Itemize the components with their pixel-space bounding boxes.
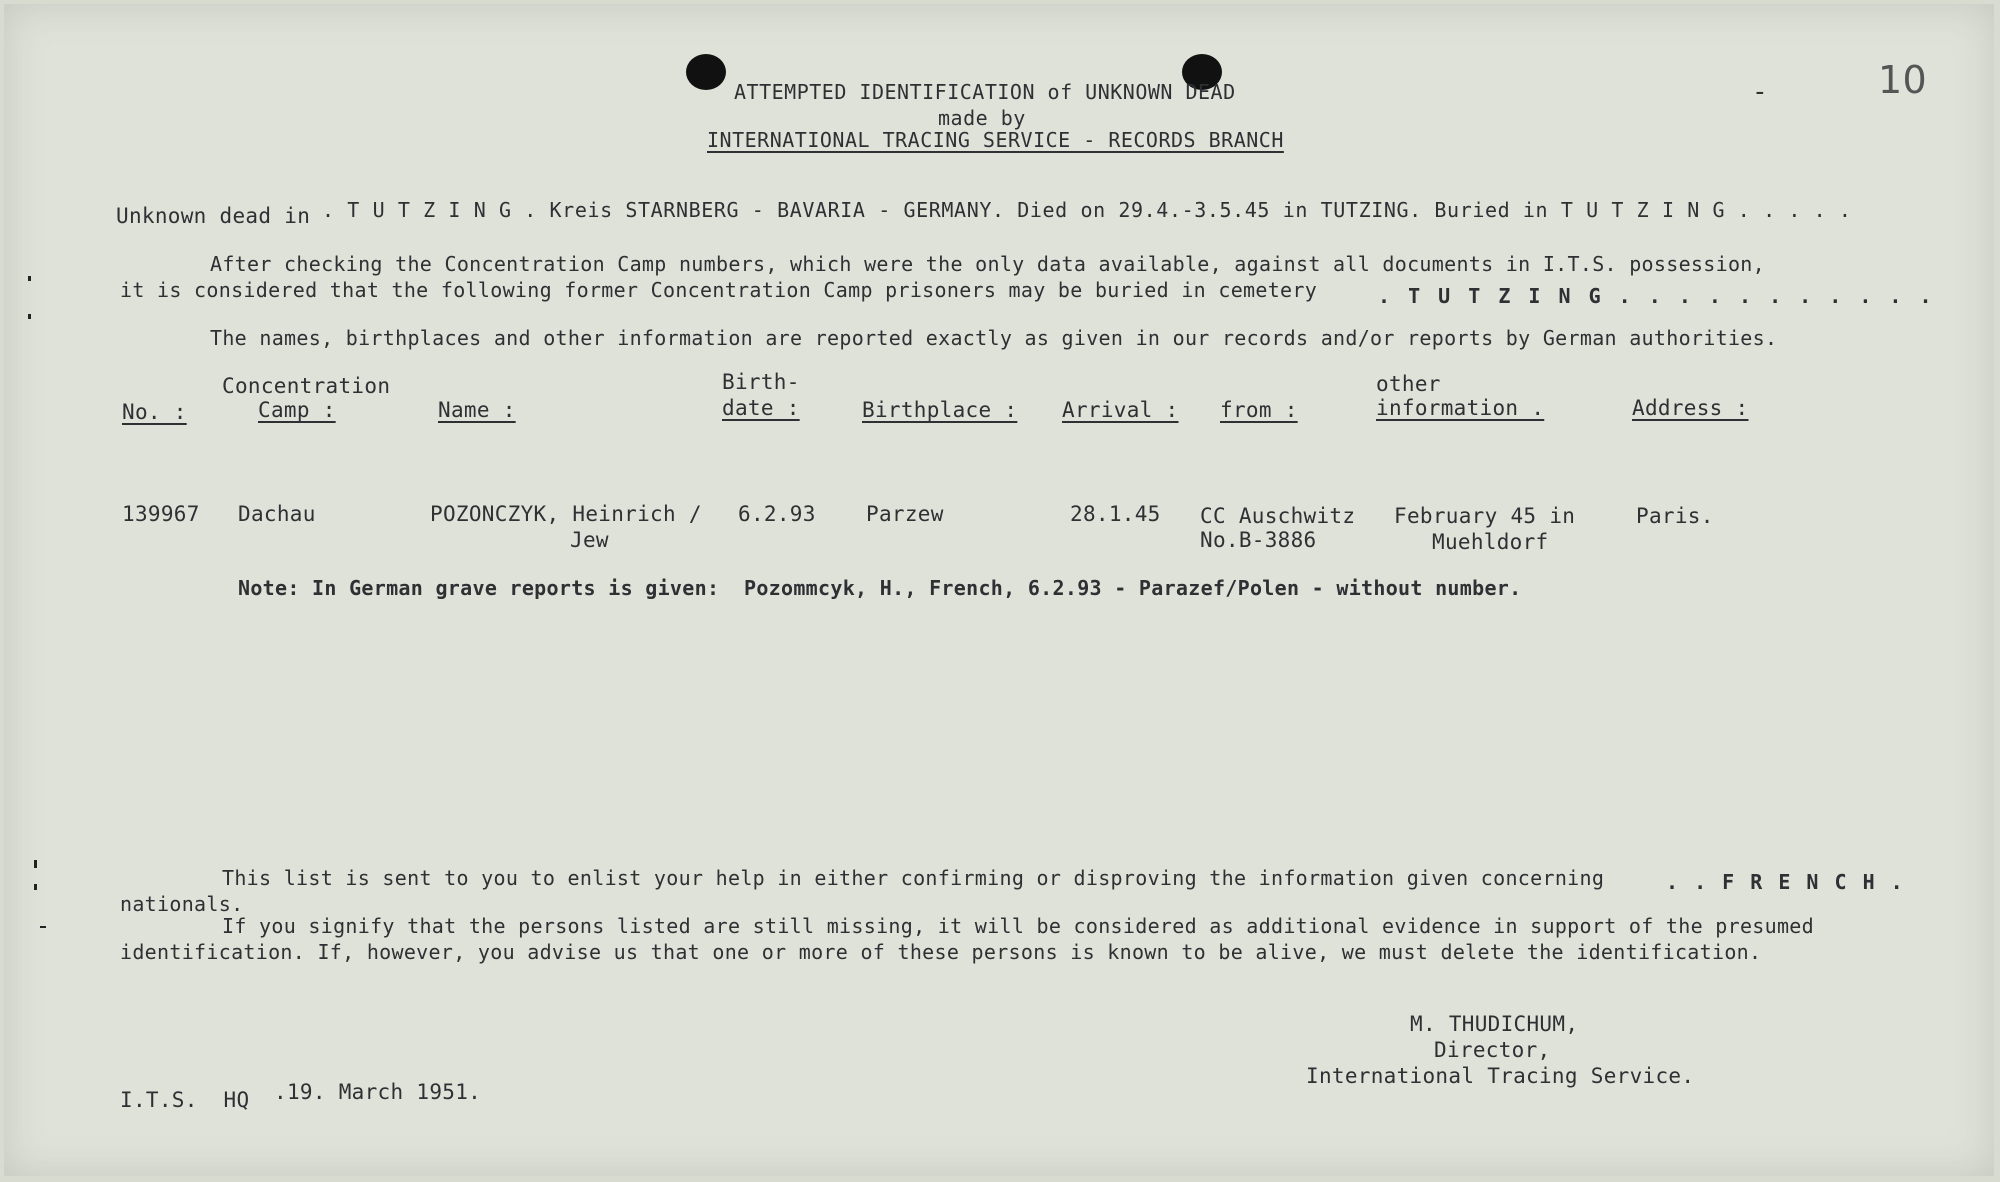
cell-from-line2: No.B-3886: [1200, 528, 1317, 552]
document-title: ATTEMPTED IDENTIFICATION of UNKNOWN DEAD: [734, 80, 1236, 104]
grave-report-note: Note: In German grave reports is given: Pozommcyk, H., French, 6.2.93 - Parazef/Polen - without number.: [238, 576, 1522, 600]
punch-hole-left: [686, 54, 726, 90]
intro-para2: The names, birthplaces and other information are reported exactly as given in our records and/or reports by German authorities.: [210, 326, 1778, 350]
col-header-other-line2: information .: [1376, 396, 1545, 420]
footer-hq-label: I.T.S. HQ: [120, 1088, 250, 1112]
margin-speck: [28, 276, 31, 281]
col-header-arrival: Arrival :: [1062, 398, 1179, 422]
col-header-from: from :: [1220, 398, 1298, 422]
cell-birthdate: 6.2.93: [738, 502, 816, 526]
col-header-birthdate-line1: Birth-: [722, 370, 800, 394]
footer-date: .19. March 1951.: [274, 1080, 482, 1104]
col-header-camp-line1: Concentration: [222, 374, 391, 398]
cell-arrival: 28.1.45: [1070, 502, 1161, 526]
closing-para2-line2: identification. If, however, you advise us that one or more of these persons is known to be alive, we must delete the identification.: [120, 940, 1762, 964]
document-sheet: [4, 4, 1994, 1176]
branch-line: INTERNATIONAL TRACING SERVICE - RECORDS BRANCH: [707, 128, 1284, 152]
intro-para1-line1: After checking the Concentration Camp numbers, which were the only data available, against all documents in I.T.S. possession,: [210, 252, 1765, 276]
col-header-birthdate-line2: date :: [722, 396, 800, 420]
margin-speck: [34, 884, 37, 890]
cell-birthplace: Parzew: [866, 502, 944, 526]
cell-address: Paris.: [1636, 504, 1714, 528]
cell-from-line1: CC Auschwitz: [1200, 504, 1356, 528]
corner-mark: -: [1752, 77, 1768, 107]
col-header-birthplace: Birthplace :: [862, 398, 1018, 422]
col-header-address: Address :: [1632, 396, 1749, 420]
signatory-org: International Tracing Service.: [1306, 1064, 1695, 1088]
cell-camp: Dachau: [238, 502, 316, 526]
intro-para1-line2: it is considered that the following former Concentration Camp prisoners may be buried in cemetery: [120, 278, 1318, 302]
col-header-camp-line2: Camp :: [258, 398, 336, 422]
closing-para2-line1: If you signify that the persons listed are still missing, it will be considered as additional evidence in support of the presumed: [222, 914, 1814, 938]
col-header-name: Name :: [438, 398, 516, 422]
margin-speck: [34, 860, 37, 868]
closing-para1-line2: nationals.: [120, 892, 244, 916]
unknown-dead-value: . T U T Z I N G . Kreis STARNBERG - BAVARIA - GERMANY. Died on 29.4.-3.5.45 in TUTZING. Buried in T U T Z I N G . . . . .: [322, 198, 1852, 222]
cell-other-line1: February 45 in: [1394, 504, 1576, 528]
cemetery-name: . T U T Z I N G . . . . . . . . . . .: [1378, 284, 1935, 308]
col-header-other-line1: other: [1376, 372, 1441, 396]
closing-para1-line1: This list is sent to you to enlist your help in either confirming or disproving the information given concerning: [222, 866, 1605, 890]
cell-other-line2: Muehldorf: [1432, 530, 1549, 554]
cell-no: 139967: [122, 502, 200, 526]
margin-speck: [28, 314, 31, 319]
signatory-title: Director,: [1434, 1038, 1551, 1062]
margin-speck: [40, 926, 46, 928]
made-by-line: made by: [938, 106, 1026, 130]
page-number: 10: [1878, 58, 1927, 102]
cell-name-line1: POZONCZYK, Heinrich /: [430, 502, 702, 526]
closing-nationality: . . F R E N C H .: [1666, 870, 1905, 894]
col-header-no: No. :: [122, 400, 187, 424]
cell-name-line2: Jew: [570, 528, 609, 552]
unknown-dead-label: Unknown dead in: [116, 204, 311, 228]
signatory-name: M. THUDICHUM,: [1410, 1012, 1579, 1036]
